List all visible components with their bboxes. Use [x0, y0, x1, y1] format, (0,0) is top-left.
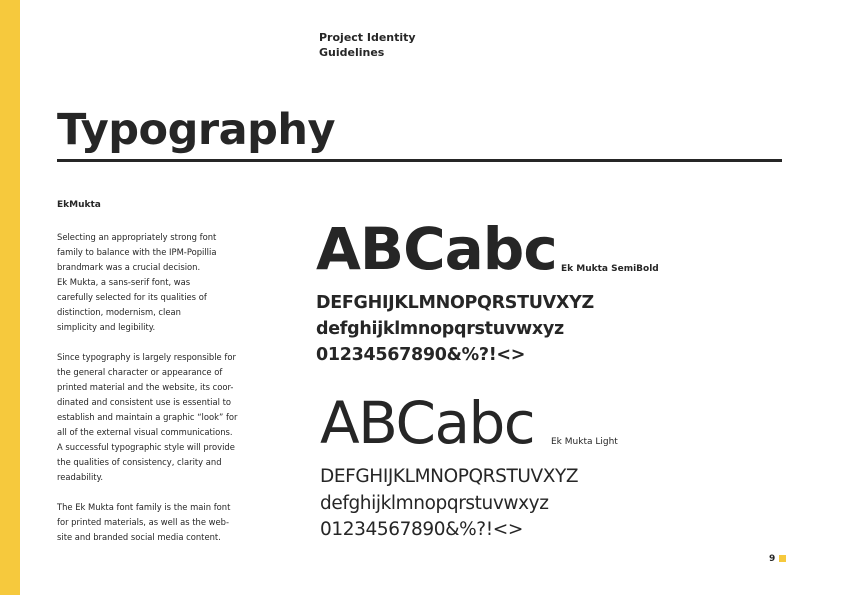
light-display-sample: ABCabc — [320, 389, 535, 457]
font-family-name: EkMukta — [57, 200, 101, 210]
body-line: the general character or appearance of — [57, 367, 223, 377]
body-line: dinated and consistent use is essential to — [57, 397, 232, 407]
body-line: The Ek Mukta font family is the main font — [57, 502, 231, 512]
body-line: all of the external visual communications. — [57, 427, 233, 437]
semibold-lowercase: defghijklmnopqrstuvwxyz — [316, 319, 564, 339]
body-line: site and branded social media content. — [57, 532, 221, 542]
light-weight-label: Ek Mukta Light — [551, 437, 618, 447]
header-line-2: Guidelines — [319, 46, 385, 59]
light-numerals: 01234567890&%?!<> — [320, 519, 523, 540]
body-line: A successful typographic style will provide — [57, 442, 235, 452]
semibold-display-sample: ABCabc — [316, 215, 557, 283]
body-line: distinction, modernism, clean — [57, 307, 181, 317]
paragraph-3 — [57, 500, 252, 545]
light-uppercase: DEFGHIJKLMNOPQRSTUVXYZ — [320, 466, 579, 487]
page-marker-square — [779, 555, 786, 562]
document-header — [319, 30, 416, 60]
paragraph-1 — [57, 230, 252, 335]
body-copy — [57, 230, 252, 560]
body-line: the qualities of consistency, clarity and — [57, 457, 222, 467]
paragraph-2 — [57, 350, 252, 485]
page-number: 9 — [769, 554, 776, 564]
body-line: Since typography is largely responsible for — [57, 352, 236, 362]
body-line: printed material and the website, its coor- — [57, 382, 234, 392]
semibold-character-set — [316, 290, 594, 368]
body-line: establish and maintain a graphic “look” for — [57, 412, 238, 422]
body-line: brandmark was a crucial decision. — [57, 262, 201, 272]
light-character-set — [320, 464, 578, 544]
body-line: simplicity and legibility. — [57, 322, 156, 332]
accent-side-bar — [0, 0, 20, 595]
page-title: Typography — [57, 105, 336, 155]
body-line: family to balance with the IPM-Popillia — [57, 247, 217, 257]
header-line-1: Project Identity — [319, 31, 416, 44]
body-line: Selecting an appropriately strong font — [57, 232, 217, 242]
body-line: for printed materials, as well as the web- — [57, 517, 230, 527]
title-divider — [57, 159, 782, 162]
light-lowercase: defghijklmnopqrstuvwxyz — [320, 492, 549, 514]
body-line: carefully selected for its qualities of — [57, 292, 207, 302]
semibold-weight-label: Ek Mukta SemiBold — [561, 264, 659, 274]
body-line: Ek Mukta, a sans-serif font, was — [57, 277, 191, 287]
body-line: readability. — [57, 472, 103, 482]
semibold-uppercase: DEFGHIJKLMNOPQRSTUVXYZ — [316, 293, 594, 313]
semibold-numerals: 01234567890&%?!<> — [316, 345, 526, 365]
